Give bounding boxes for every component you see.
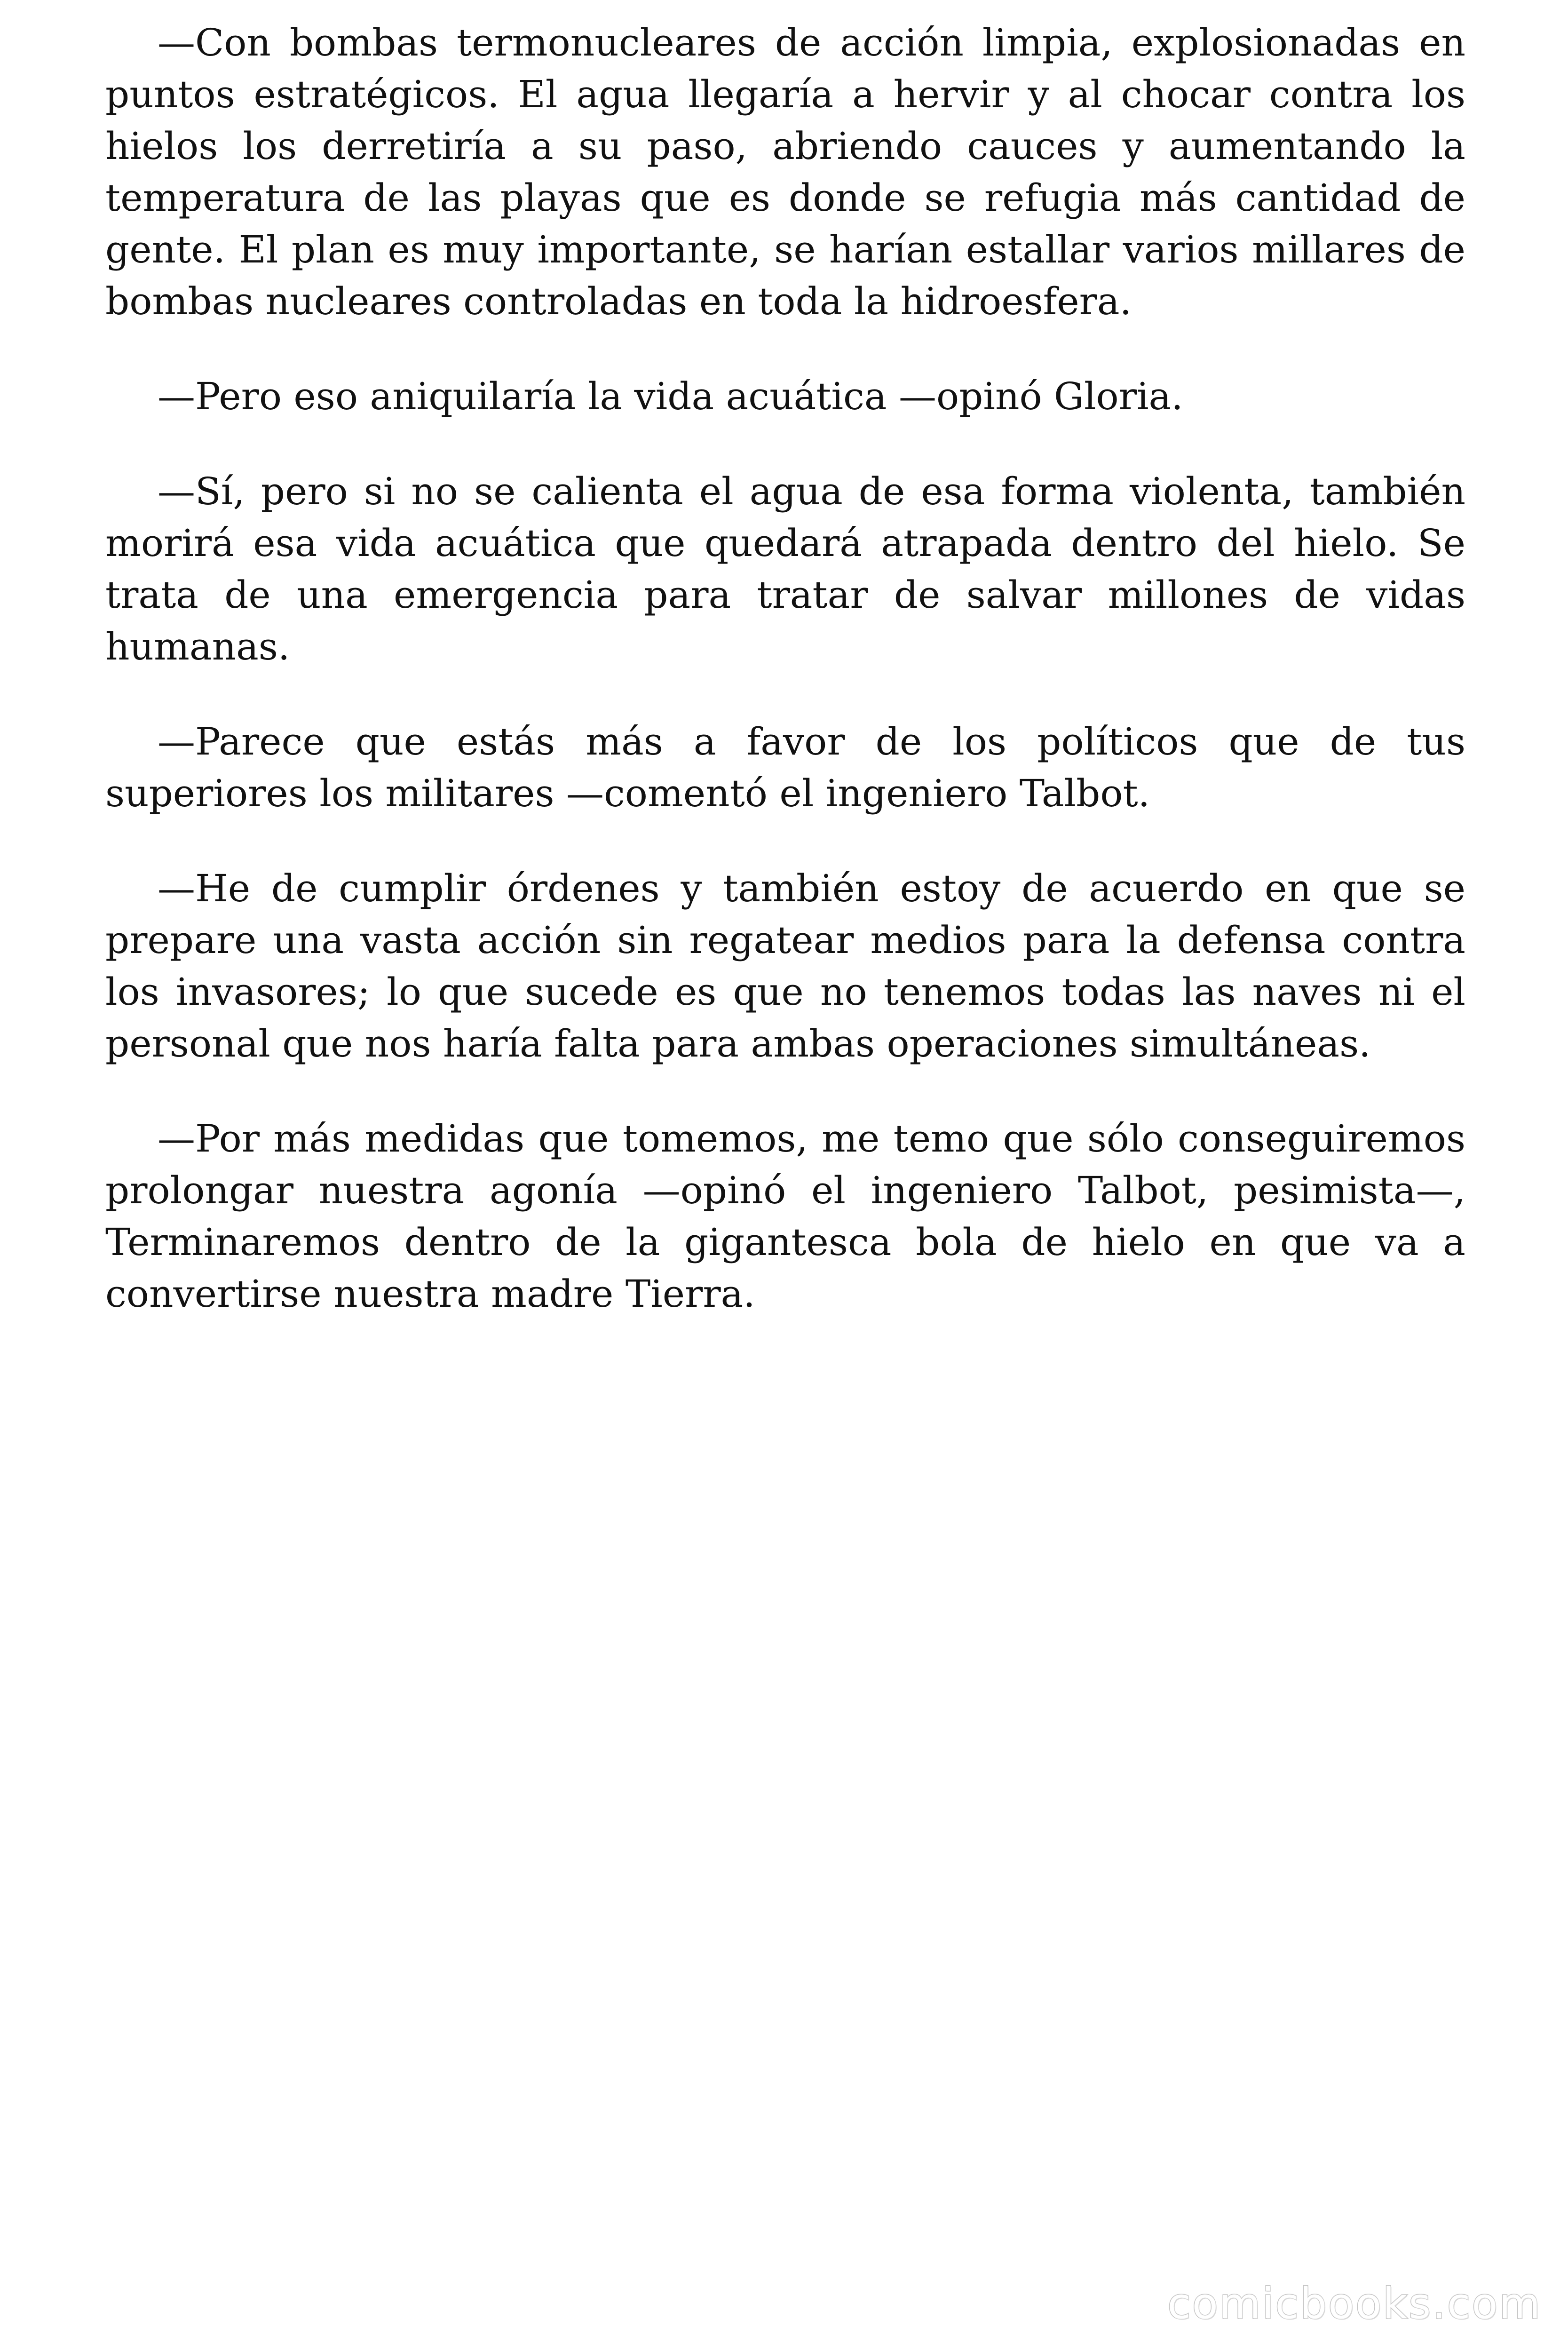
paragraph-5: —He de cumplir órdenes y también estoy de acuerdo en que se prepare una vasta acción sin regatear medios para la defensa contra los invasores; lo que sucede es que no tenemos todas las naves ni el personal que nos haría falta para ambas operaciones simultáneas. — [105, 866, 1465, 1065]
watermark: comicbooks.com — [1167, 2279, 1542, 2328]
paragraph-2: —Pero eso aniquilaría la vida acuática —opinó Gloria. — [158, 374, 1183, 418]
paragraph-3: —Sí, pero si no se calienta el agua de esa forma violenta, también morirá esa vida acuática que quedará atrapada dentro del hielo. Se trata de una emergencia para tratar de salvar millones de vidas humanas. — [105, 469, 1465, 668]
paragraph-1: —Con bombas termonucleares de acción limpia, explosionadas en puntos estratégicos. El agua llegaría a hervir y al chocar contra los hielos los derretiría a su paso, abriendo cauces y aumentando la temperatura de las playas que es donde se refugia más cantidad de gente. El plan es muy importante, se harían estallar varios millares de bombas nucleares controladas en toda la hidroesfera. — [105, 21, 1465, 323]
paragraph-6: —Por más medidas que tomemos, me temo que sólo conseguiremos prolongar nuestra agonía —opinó el ingeniero Talbot, pesimista—, Terminaremos dentro de la gigantesca bola de hielo en que va a convertirse nuestra madre Tierra. — [105, 1117, 1465, 1316]
paragraph-4: —Parece que estás más a favor de los políticos que de tus superiores los militares —comentó el ingeniero Talbot. — [105, 720, 1465, 815]
page-text — [105, 17, 1465, 1363]
